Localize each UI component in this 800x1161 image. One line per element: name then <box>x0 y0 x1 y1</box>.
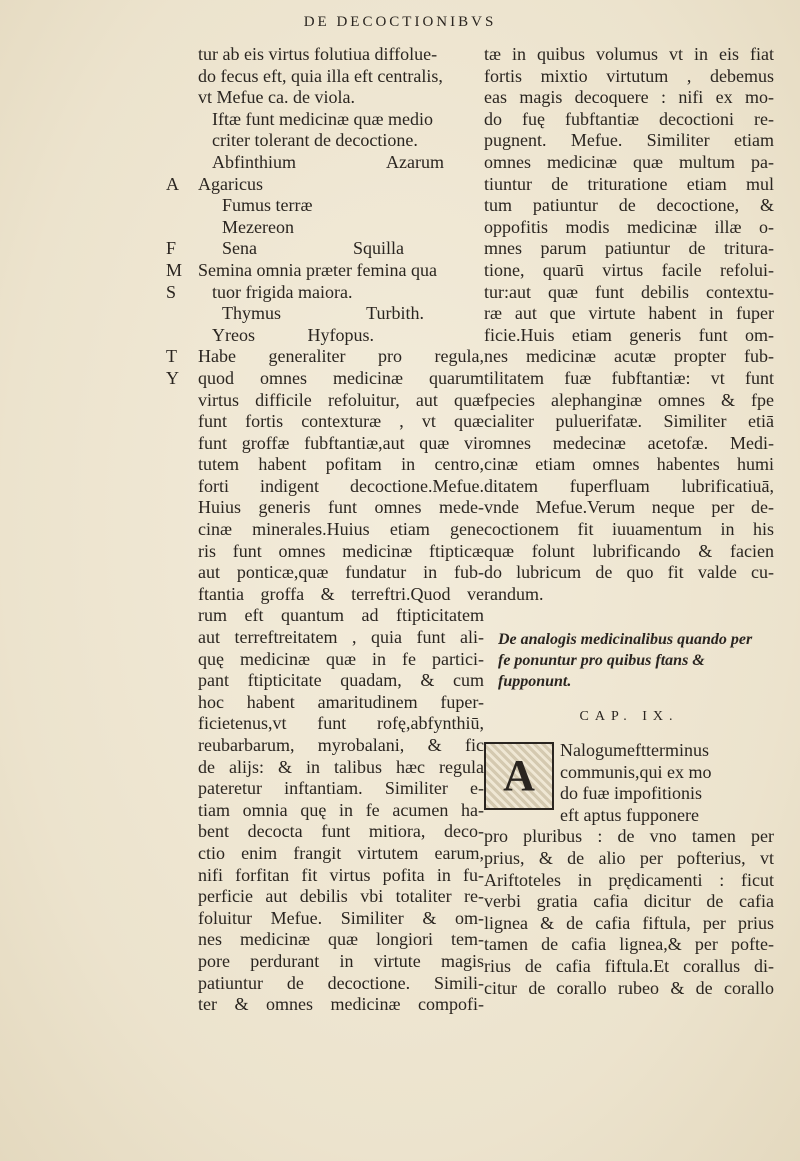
chapter-subheading <box>484 629 774 692</box>
text-line: omnes medicinæ quæ multum pa- <box>484 151 774 172</box>
text-line: quæ folunt lubrificando & facien <box>484 540 774 561</box>
left-intro-paragraph <box>198 44 484 109</box>
list-item: Thymus <box>222 303 282 324</box>
text-line: tiam omnia quę in fe acumen ha- <box>198 799 484 820</box>
text-line: eft aptus fupponere <box>560 804 699 825</box>
text-line: ficietenus,vt funt rofę,abfynthiū, <box>198 713 484 734</box>
text-line: nes medicinæ acutæ propter fub- <box>484 346 774 367</box>
text-line: pro pluribus : de vno tamen per <box>484 826 774 847</box>
list-item: Hyfopus. <box>307 324 374 345</box>
left-rule-paragraph <box>198 109 484 152</box>
text-line: nes medicinæ quæ longiori tem- <box>198 929 484 950</box>
text-line: tur ab eis virtus folutiua diffolue- <box>198 44 438 64</box>
text-line: do fecus eft, quia illa eft centralis, <box>198 65 443 86</box>
chapter-paragraph <box>484 826 774 999</box>
text-line: coctionem fit iuuamentum in his <box>484 519 774 540</box>
text-line: forti indigent decoctione.Mefue. <box>198 475 484 496</box>
text-line: ficie.Huis etiam generis funt om- <box>484 324 774 345</box>
text-line: quod omnes medicinæ quarum <box>198 367 484 388</box>
text-line: pugnent. Mefue. Similiter etiam <box>484 130 774 151</box>
text-line: hoc habent amaritudinem fuper- <box>198 691 484 712</box>
list-item: Azarum <box>386 151 444 172</box>
text-line: vt Mefue ca. de viola. <box>198 87 355 108</box>
text-line: pateretur inftantiam. Similiter e- <box>198 778 484 799</box>
decorated-initial: A <box>484 742 554 810</box>
text-line: citur de corallo rubeo & de corallo <box>484 977 774 998</box>
list-item: Semina omnia præter femina qua <box>198 259 437 280</box>
text-line: reubarbarum, myrobalani, & fic <box>198 735 484 755</box>
text-line: ris funt omnes medicinæ ftipticæ <box>198 540 484 561</box>
list-item: Squilla <box>352 238 404 259</box>
text-line: funt fortis contexturæ , vt quæ <box>198 411 484 432</box>
text-line: tamen de cafia lignea,& per pofte- <box>484 934 774 955</box>
left-main-paragraph <box>198 346 484 1015</box>
margin-letter: T <box>166 346 177 367</box>
text-line: Nalogumeftterminus <box>560 740 709 761</box>
text-line: ditatem fuperfluam lubrificatiuā, <box>484 475 774 496</box>
text-line: do lubricum de quo fit valde cu- <box>484 562 774 583</box>
list-item: Agaricus <box>198 173 263 194</box>
text-line: cialiter puluerifatæ. Similiter etiā <box>484 411 774 432</box>
margin-letter: Y <box>166 367 179 388</box>
text-line: ræ aut que virtute habent in fuper <box>484 303 774 324</box>
text-line: eas magis decoquere : nifi ex mo- <box>484 87 774 108</box>
list-item: Mezereon <box>222 216 294 237</box>
list-row <box>198 152 484 174</box>
text-line: pore perdurant in virtute magis <box>198 950 484 971</box>
text-line: rius de cafia fiftula.Et corallus di- <box>484 955 774 976</box>
text-line: bent decocta funt mitiora, deco- <box>198 821 484 842</box>
text-line: prius, & de alio per pofterius, vt <box>484 848 774 868</box>
text-line: rum eft quantum ad ftipticitatem <box>198 605 484 626</box>
text-line: tæ in quibus volumus vt in eis fiat <box>484 44 774 64</box>
text-line: communis,qui ex mo <box>560 761 712 782</box>
text-line: tutem habent pofitam in centro, <box>198 454 484 475</box>
right-main-paragraph <box>484 44 774 605</box>
text-line: do fuę fubftantiæ decoctioni re- <box>484 108 774 129</box>
text-line: tilitatem fuæ fubftantiæ: vt funt <box>484 367 774 388</box>
text-line: tiuntur de trituratione etiam mul <box>484 173 774 194</box>
list-item: tuor frigida maiora. <box>212 281 353 302</box>
text-line: pant ftipticitate quadam, & cum <box>198 670 484 691</box>
list-item: Yreos <box>212 324 255 345</box>
list-item: Abfinthium <box>212 151 296 172</box>
text-line: tione, quarū virtus facile refolui- <box>484 259 774 280</box>
text-line: fe ponuntur pro quibus ftans & <box>498 652 705 670</box>
text-line: lignea & de cafia fiftula, per prius <box>484 912 774 933</box>
text-line: cinæ minerales.Huius etiam gene <box>198 519 484 540</box>
margin-letter: M <box>166 259 183 280</box>
text-line: omnes medecinæ acetofæ. Medi- <box>484 432 774 453</box>
text-line: nifi forfitan fit virtus pofita in fu- <box>198 864 484 885</box>
running-header: DE DECOCTIONIBVS <box>303 14 497 30</box>
text-line: fortis mixtio virtutum , debemus <box>484 65 774 86</box>
list-row <box>198 303 484 325</box>
list-item: Sena <box>222 238 257 259</box>
list-row <box>198 325 484 347</box>
chapter-opening <box>484 740 774 826</box>
chapter-label: CAP. IX. <box>579 709 679 725</box>
text-line: aut ponticæ,quæ fundatur in fub- <box>198 562 484 583</box>
text-line: patiuntur de decoctione. Simili- <box>198 972 484 993</box>
medicine-list <box>198 152 484 346</box>
text-line: funt groffæ fubftantiæ,aut quæ vir <box>198 432 484 453</box>
text-line: cinæ etiam omnes habentes humi <box>484 454 774 475</box>
text-line: oppofitis modis medicinæ illæ o- <box>484 216 774 237</box>
text-line: tum patiuntur de decoctione, & <box>484 195 774 216</box>
margin-letter: A <box>166 173 179 194</box>
margin-letters <box>166 44 186 390</box>
text-line: ter & omnes medicinæ compofi- <box>198 994 484 1015</box>
text-line: ftantia groffa & terreftri.Quod ve <box>198 583 484 604</box>
text-line: de alijs: & in talibus hæc regula <box>198 756 484 777</box>
text-line: Ariftoteles in prędicamenti : ficut <box>484 869 774 890</box>
text-line: do fuæ impofitionis <box>560 783 703 804</box>
text-line: ctio enim frangit virtutem earum, <box>198 842 484 863</box>
text-line: mnes parum patiuntur de tritura- <box>484 238 774 259</box>
text-line: vnde Mefue.Verum neque per de- <box>484 497 774 518</box>
text-line: foluitur Mefue. Similiter & om- <box>198 907 484 928</box>
text-line: verbi gratia cafia dicitur de cafia <box>484 891 774 912</box>
text-line: perficie aut debilis vbi totaliter re- <box>198 886 484 907</box>
text-line: virtus difficile refoluitur, aut quæ <box>198 389 484 410</box>
text-line: fupponunt. <box>498 673 572 691</box>
text-line: Habe generaliter pro regula, <box>198 346 484 367</box>
text-line: randum. <box>484 583 544 604</box>
list-item: Turbith. <box>366 303 424 324</box>
text-line: aut terreftreitatem , quia funt ali- <box>198 627 484 648</box>
list-item: Fumus terræ <box>222 195 313 216</box>
text-line: criter tolerant de decoctione. <box>212 130 418 151</box>
text-line: De analogis medicinalibus quando per <box>498 631 753 649</box>
margin-letter: F <box>166 238 177 259</box>
list-row <box>198 238 484 260</box>
left-column <box>198 44 484 1016</box>
text-line: Huius generis funt omnes mede- <box>198 497 484 518</box>
text-line: Iftæ funt medicinæ quæ medio <box>212 108 433 129</box>
text-line: fpecies alephanginæ omnes & fpe <box>484 389 774 410</box>
right-column <box>484 44 774 999</box>
text-line: tur:aut quæ funt debilis contextu- <box>484 281 774 302</box>
text-line: quę medicinæ quæ in fe partici- <box>198 648 484 669</box>
margin-letter: S <box>166 281 177 302</box>
